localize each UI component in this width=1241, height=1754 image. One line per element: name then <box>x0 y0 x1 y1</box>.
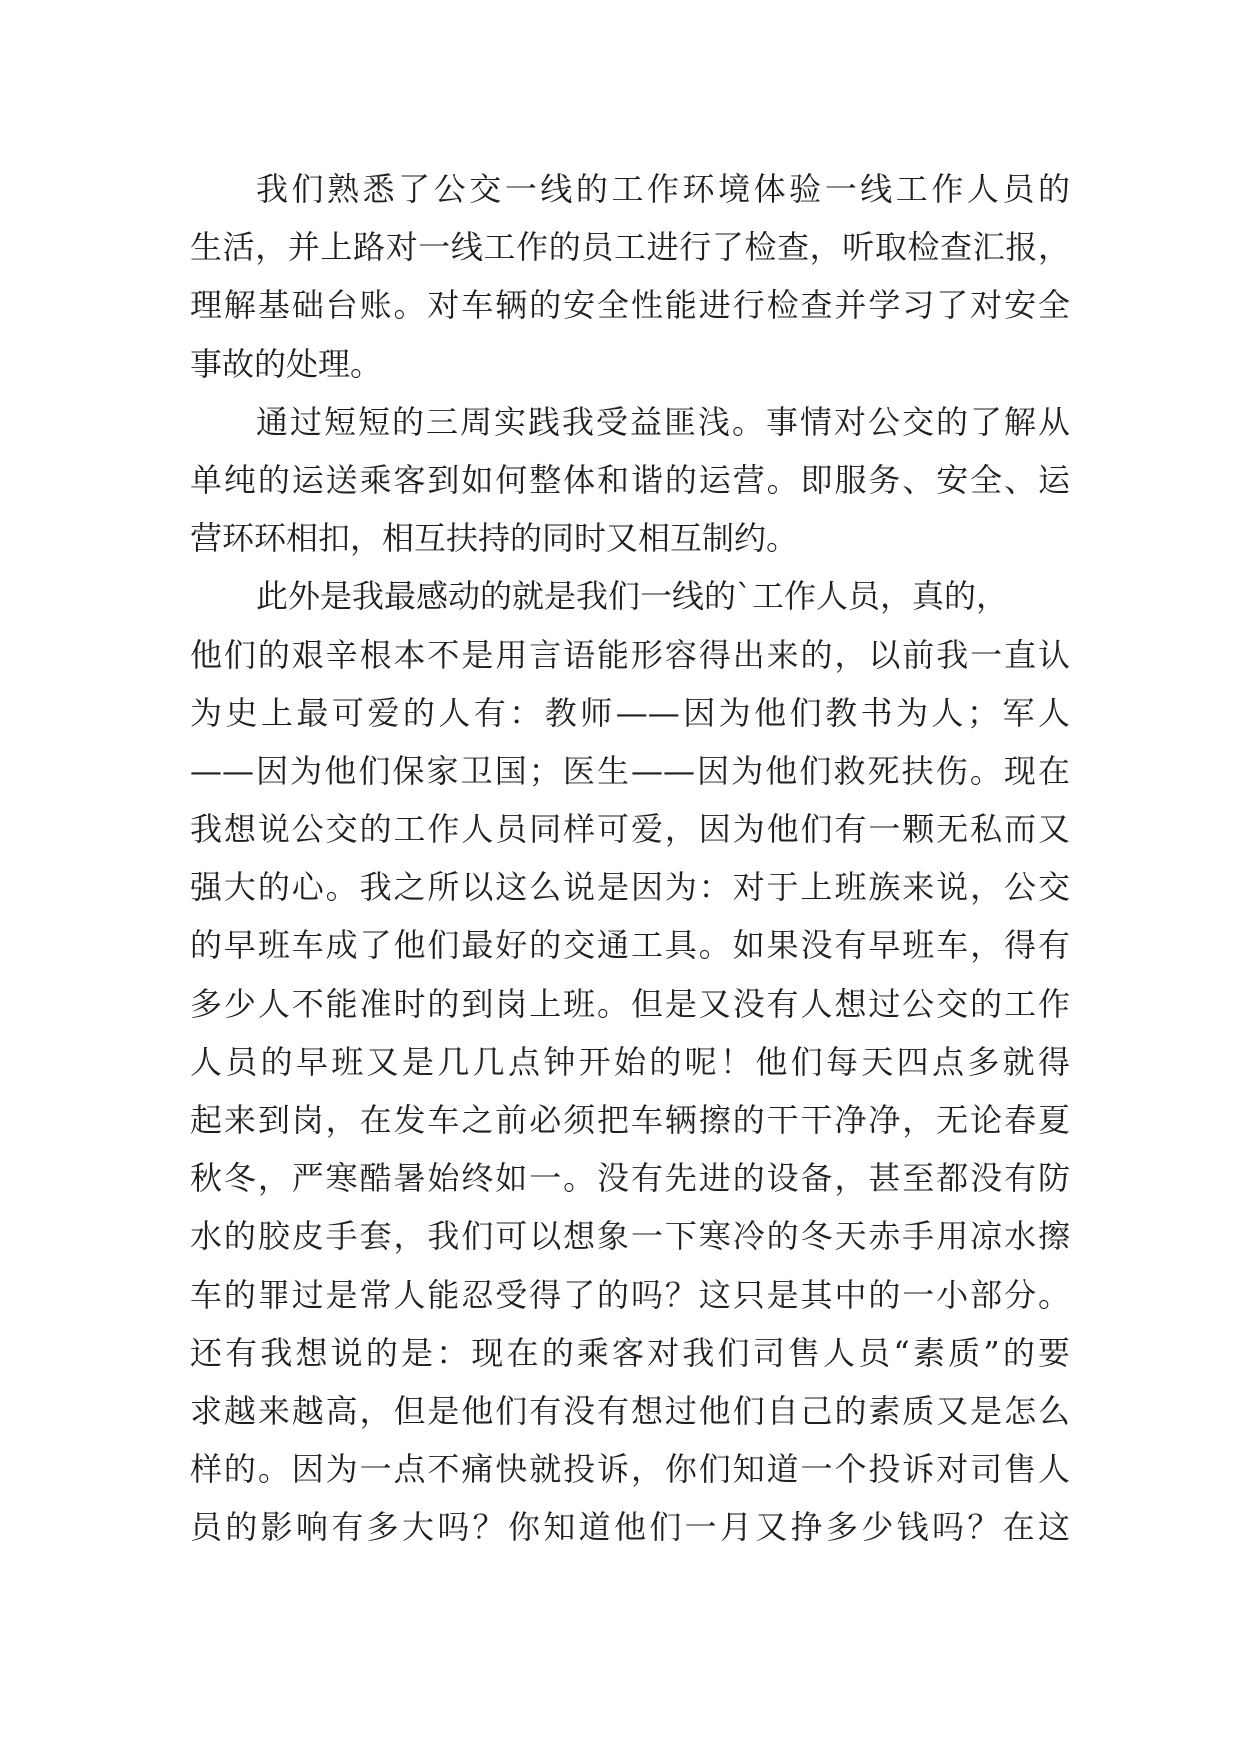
text-line: 水的胶皮手套，我们可以想象一下寒冷的冬天赤手用凉水擦 <box>190 1217 1070 1256</box>
text-line: 为史上最可爱的人有：教师——因为他们教书为人；军人 <box>190 693 1070 732</box>
text-line: 我们熟悉了公交一线的工作环境体验一线工作人员的 <box>256 170 1070 208</box>
text-line: 员的影响有多大吗？你知道他们一月又挣多少钱吗？在这 <box>190 1508 1070 1547</box>
text-line: 车的罪过是常人能忍受得了的吗？这只是其中的一小部分。 <box>190 1275 1070 1314</box>
text-line: ——因为他们保家卫国；医生——因为他们救死扶伤。现在 <box>190 751 1070 790</box>
paragraph-1 <box>190 160 1070 393</box>
text-line: 理解基础台账。对车辆的安全性能进行检查并学习了对安全 <box>190 286 1070 325</box>
text-line: 生活，并上路对一线工作的员工进行了检查，听取检查汇报， <box>190 228 1070 267</box>
text-line: 秋冬，严寒酷暑始终如一。没有先进的设备，甚至都没有防 <box>190 1159 1070 1198</box>
text-line: 强大的心。我之所以这么说是因为：对于上班族来说，公交 <box>190 868 1070 907</box>
text-line: 多少人不能准时的到岗上班。但是又没有人想过公交的工作 <box>190 984 1070 1023</box>
text-line: 还有我想说的是：现在的乘客对我们司售人员“素质”的要 <box>190 1333 1070 1372</box>
text-line: 我想说公交的工作人员同样可爱，因为他们有一颗无私而又 <box>190 810 1070 849</box>
text-line: 单纯的运送乘客到如何整体和谐的运营。即服务、安全、运 <box>190 460 1070 499</box>
paragraph-2 <box>190 393 1070 568</box>
body-text <box>190 160 1070 1615</box>
text-line: 事故的处理。 <box>190 344 383 383</box>
text-line: 营环环相扣，相互扶持的同时又相互制约。 <box>190 519 799 558</box>
text-line: 他们的艰辛根本不是用言语能形容得出来的，以前我一直认 <box>190 635 1070 674</box>
text-line: 通过短短的三周实践我受益匪浅。事情对公交的了解从 <box>256 402 1070 441</box>
text-line: 人员的早班又是几几点钟开始的呢！他们每天四点多就得 <box>190 1042 1070 1081</box>
text-line: 求越来越高，但是他们有没有想过他们自己的素质又是怎么 <box>190 1391 1070 1430</box>
text-line <box>190 1557 1070 1615</box>
text-line: 起来到岗，在发车之前必须把车辆擦的干干净净，无论春夏 <box>190 1101 1070 1139</box>
paragraph-3 <box>190 567 1070 1614</box>
text-line: 此外是我最感动的就是我们一线的`工作人员，真的， <box>256 577 1009 616</box>
text-line: 的早班车成了他们最好的交通工具。如果没有早班车，得有 <box>190 926 1070 965</box>
text-line: 样的。因为一点不痛快就投诉，你们知道一个投诉对司售人 <box>190 1450 1070 1489</box>
